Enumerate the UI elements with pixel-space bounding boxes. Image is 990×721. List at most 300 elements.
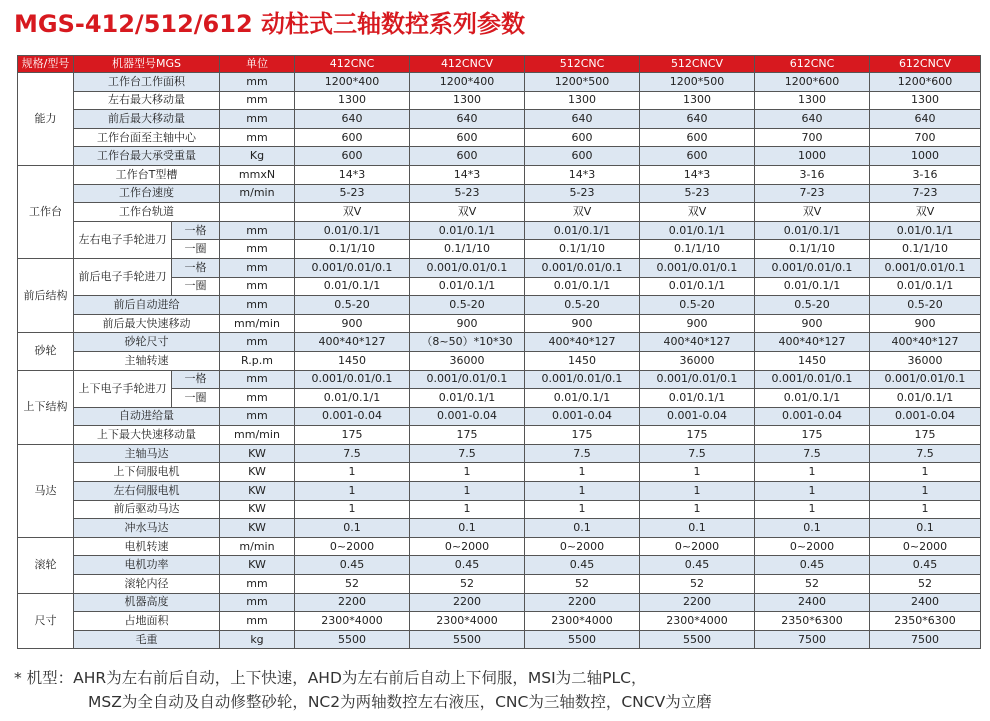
- value-cell: 400*40*127: [870, 333, 981, 352]
- value-cell: 0.1: [525, 519, 640, 538]
- table-row: [18, 258, 981, 277]
- value-cell: 600: [410, 147, 525, 166]
- row-unit: KW: [220, 556, 295, 575]
- value-cell: 0.001/0.01/0.1: [295, 258, 410, 277]
- value-cell: 0.001/0.01/0.1: [295, 370, 410, 389]
- group-label: 尺寸: [18, 593, 74, 649]
- value-cell: 400*40*127: [755, 333, 870, 352]
- row-unit: mm: [220, 370, 295, 389]
- value-cell: 0.1: [410, 519, 525, 538]
- value-cell: 0.45: [640, 556, 755, 575]
- value-cell: 0.01/0.1/1: [755, 277, 870, 296]
- value-cell: 1: [755, 463, 870, 482]
- value-cell: 7-23: [755, 184, 870, 203]
- value-cell: 1200*500: [525, 73, 640, 92]
- value-cell: 640: [755, 110, 870, 129]
- header-model: 412CNCV: [410, 56, 525, 73]
- table-row: [18, 575, 981, 594]
- row-label: 前后最大移动量: [74, 110, 220, 129]
- value-cell: 1000: [755, 147, 870, 166]
- table-row: [18, 426, 981, 445]
- row-label: 滚轮内径: [74, 575, 220, 594]
- table-row: [18, 351, 981, 370]
- value-cell: 0.001-0.04: [755, 407, 870, 426]
- table-row: [18, 91, 981, 110]
- value-cell: 5500: [295, 630, 410, 649]
- header-model: 512CNC: [525, 56, 640, 73]
- value-cell: 600: [295, 147, 410, 166]
- value-cell: 0.01/0.1/1: [640, 221, 755, 240]
- value-cell: 0.001/0.01/0.1: [755, 370, 870, 389]
- row-unit: m/min: [220, 537, 295, 556]
- value-cell: 2300*4000: [640, 612, 755, 631]
- row-unit: KW: [220, 463, 295, 482]
- note-line-1: * 机型：AHR为左右前后自动，上下快速，AHD为左右前后自动上下伺服，MSI为二轴PLC，: [14, 669, 647, 687]
- table-row: [18, 463, 981, 482]
- value-cell: 2350*6300: [755, 612, 870, 631]
- value-cell: 0.5-20: [295, 296, 410, 315]
- value-cell: 1300: [870, 91, 981, 110]
- table-row: [18, 593, 981, 612]
- value-cell: 2200: [295, 593, 410, 612]
- header-unit: 单位: [220, 56, 295, 73]
- value-cell: 0~2000: [525, 537, 640, 556]
- row-unit: mm: [220, 91, 295, 110]
- value-cell: 0.001-0.04: [640, 407, 755, 426]
- value-cell: 52: [410, 575, 525, 594]
- value-cell: 0.01/0.1/1: [640, 277, 755, 296]
- value-cell: 1200*600: [870, 73, 981, 92]
- value-cell: 900: [410, 314, 525, 333]
- value-cell: 0.01/0.1/1: [640, 389, 755, 408]
- row-unit: mm: [220, 73, 295, 92]
- value-cell: 1450: [525, 351, 640, 370]
- value-cell: 0.1/1/10: [410, 240, 525, 259]
- value-cell: 1: [525, 463, 640, 482]
- group-label: 工作台: [18, 165, 74, 258]
- value-cell: 1200*500: [640, 73, 755, 92]
- value-cell: 0.01/0.1/1: [410, 221, 525, 240]
- value-cell: 175: [525, 426, 640, 445]
- value-cell: 1: [410, 463, 525, 482]
- value-cell: 1: [295, 500, 410, 519]
- value-cell: 0.01/0.1/1: [525, 277, 640, 296]
- value-cell: 1: [640, 500, 755, 519]
- value-cell: 1: [525, 500, 640, 519]
- row-label: 工作台面至主轴中心: [74, 128, 220, 147]
- row-unit: kg: [220, 630, 295, 649]
- value-cell: 1200*600: [755, 73, 870, 92]
- row-unit: mm: [220, 296, 295, 315]
- value-cell: 1300: [640, 91, 755, 110]
- row-unit: mm/min: [220, 426, 295, 445]
- value-cell: 5-23: [410, 184, 525, 203]
- value-cell: 0.001-0.04: [870, 407, 981, 426]
- value-cell: 0.001/0.01/0.1: [870, 258, 981, 277]
- header-model: 612CNCV: [870, 56, 981, 73]
- value-cell: 0.01/0.1/1: [295, 277, 410, 296]
- row-sublabel: 一格: [172, 221, 220, 240]
- value-cell: 1: [870, 463, 981, 482]
- value-cell: 14*3: [525, 165, 640, 184]
- value-cell: 双V: [870, 203, 981, 222]
- value-cell: 52: [295, 575, 410, 594]
- group-label: 能力: [18, 73, 74, 166]
- row-unit: m/min: [220, 184, 295, 203]
- table-header-row: [18, 56, 981, 73]
- value-cell: 0.01/0.1/1: [870, 277, 981, 296]
- value-cell: 175: [755, 426, 870, 445]
- value-cell: 1: [410, 500, 525, 519]
- row-label: 上下伺服电机: [74, 463, 220, 482]
- group-label: 滚轮: [18, 537, 74, 593]
- value-cell: 0.45: [410, 556, 525, 575]
- value-cell: 175: [640, 426, 755, 445]
- value-cell: 14*3: [410, 165, 525, 184]
- value-cell: 400*40*127: [640, 333, 755, 352]
- value-cell: 2200: [525, 593, 640, 612]
- value-cell: 0.45: [295, 556, 410, 575]
- value-cell: 14*3: [640, 165, 755, 184]
- table-row: [18, 556, 981, 575]
- row-label: 电机转速: [74, 537, 220, 556]
- value-cell: 0.001/0.01/0.1: [410, 258, 525, 277]
- value-cell: 900: [295, 314, 410, 333]
- table-row: [18, 110, 981, 129]
- row-unit: mm/min: [220, 314, 295, 333]
- row-label: 工作台速度: [74, 184, 220, 203]
- value-cell: 1: [870, 482, 981, 501]
- row-unit: KW: [220, 500, 295, 519]
- row-unit: [220, 203, 295, 222]
- value-cell: 0.01/0.1/1: [870, 389, 981, 408]
- value-cell: 0.5-20: [640, 296, 755, 315]
- row-label: 占地面积: [74, 612, 220, 631]
- spec-table: [17, 55, 981, 649]
- row-sublabel: 一圈: [172, 277, 220, 296]
- value-cell: 0.1/1/10: [640, 240, 755, 259]
- row-label: 左右最大移动量: [74, 91, 220, 110]
- value-cell: 双V: [295, 203, 410, 222]
- value-cell: 7.5: [640, 444, 755, 463]
- model-notes: [14, 666, 712, 714]
- row-label: 前后驱动马达: [74, 500, 220, 519]
- row-label: 自动进给量: [74, 407, 220, 426]
- row-unit: mmxN: [220, 165, 295, 184]
- row-unit: mm: [220, 333, 295, 352]
- note-line-2: MSZ为全自动及自动修整砂轮，NC2为两轴数控左右液压，CNC为三轴数控，CNCV为立磨: [88, 693, 712, 711]
- table-row: [18, 612, 981, 631]
- value-cell: 0.01/0.1/1: [295, 221, 410, 240]
- value-cell: 1: [295, 463, 410, 482]
- value-cell: 14*3: [295, 165, 410, 184]
- row-unit: mm: [220, 110, 295, 129]
- table-row: [18, 165, 981, 184]
- value-cell: 0.1: [640, 519, 755, 538]
- value-cell: 900: [525, 314, 640, 333]
- value-cell: 1300: [410, 91, 525, 110]
- value-cell: 175: [410, 426, 525, 445]
- value-cell: 1: [755, 500, 870, 519]
- header-model: 412CNC: [295, 56, 410, 73]
- value-cell: 640: [410, 110, 525, 129]
- value-cell: 0.001-0.04: [525, 407, 640, 426]
- row-label: 冲水马达: [74, 519, 220, 538]
- value-cell: 双V: [640, 203, 755, 222]
- row-sublabel: 一格: [172, 370, 220, 389]
- value-cell: 700: [870, 128, 981, 147]
- row-label: 机器高度: [74, 593, 220, 612]
- row-label: 前后自动进给: [74, 296, 220, 315]
- row-sublabel: 一格: [172, 258, 220, 277]
- value-cell: 600: [640, 147, 755, 166]
- row-label: 左右伺服电机: [74, 482, 220, 501]
- value-cell: 700: [755, 128, 870, 147]
- value-cell: 400*40*127: [525, 333, 640, 352]
- value-cell: 0.001/0.01/0.1: [525, 258, 640, 277]
- value-cell: 0.001/0.01/0.1: [525, 370, 640, 389]
- row-unit: mm: [220, 128, 295, 147]
- value-cell: 0.001/0.01/0.1: [870, 370, 981, 389]
- row-sublabel: 一圈: [172, 240, 220, 259]
- value-cell: 0~2000: [295, 537, 410, 556]
- value-cell: 5500: [640, 630, 755, 649]
- value-cell: 双V: [525, 203, 640, 222]
- value-cell: 5500: [525, 630, 640, 649]
- value-cell: 0.01/0.1/1: [410, 389, 525, 408]
- row-label: 上下电子手轮进刀: [74, 370, 172, 407]
- table-row: [18, 370, 981, 389]
- table-row: [18, 482, 981, 501]
- row-unit: mm: [220, 389, 295, 408]
- value-cell: 900: [870, 314, 981, 333]
- value-cell: 0~2000: [640, 537, 755, 556]
- table-row: [18, 184, 981, 203]
- value-cell: 7.5: [870, 444, 981, 463]
- row-unit: KW: [220, 444, 295, 463]
- value-cell: 640: [525, 110, 640, 129]
- value-cell: 0.45: [870, 556, 981, 575]
- value-cell: 36000: [640, 351, 755, 370]
- header-item: 机器型号MGS: [74, 56, 220, 73]
- table-row: [18, 203, 981, 222]
- table-row: [18, 128, 981, 147]
- value-cell: 1: [410, 482, 525, 501]
- value-cell: 600: [295, 128, 410, 147]
- row-unit: mm: [220, 221, 295, 240]
- value-cell: 0.1: [870, 519, 981, 538]
- value-cell: 3-16: [755, 165, 870, 184]
- row-label: 上下最大快速移动量: [74, 426, 220, 445]
- row-label: 电机功率: [74, 556, 220, 575]
- value-cell: 2300*4000: [410, 612, 525, 631]
- value-cell: 2300*4000: [295, 612, 410, 631]
- value-cell: 600: [410, 128, 525, 147]
- header-model: 612CNC: [755, 56, 870, 73]
- value-cell: 0.01/0.1/1: [525, 389, 640, 408]
- value-cell: 3-16: [870, 165, 981, 184]
- row-unit: mm: [220, 258, 295, 277]
- row-unit: mm: [220, 575, 295, 594]
- value-cell: 600: [525, 128, 640, 147]
- page-title: MGS-412/512/612 动柱式三轴数控系列参数: [14, 10, 526, 38]
- table-row: [18, 147, 981, 166]
- value-cell: 5-23: [295, 184, 410, 203]
- row-label: 工作台轨道: [74, 203, 220, 222]
- header-spec: 规格/型号: [18, 56, 74, 73]
- row-label: 主轴转速: [74, 351, 220, 370]
- row-label: 工作台工作面积: [74, 73, 220, 92]
- value-cell: 0.5-20: [755, 296, 870, 315]
- row-label: 主轴马达: [74, 444, 220, 463]
- value-cell: 0.01/0.1/1: [410, 277, 525, 296]
- table-row: [18, 630, 981, 649]
- value-cell: 0.5-20: [410, 296, 525, 315]
- value-cell: 0.01/0.1/1: [755, 389, 870, 408]
- value-cell: 0.45: [755, 556, 870, 575]
- value-cell: 1200*400: [295, 73, 410, 92]
- value-cell: 0.01/0.1/1: [870, 221, 981, 240]
- spec-table-body: [18, 56, 981, 649]
- table-row: [18, 537, 981, 556]
- value-cell: 900: [640, 314, 755, 333]
- value-cell: 0.1/1/10: [755, 240, 870, 259]
- value-cell: 36000: [410, 351, 525, 370]
- row-unit: mm: [220, 612, 295, 631]
- value-cell: 0.001-0.04: [295, 407, 410, 426]
- row-unit: mm: [220, 593, 295, 612]
- value-cell: 7.5: [295, 444, 410, 463]
- value-cell: 0.5-20: [525, 296, 640, 315]
- value-cell: 52: [870, 575, 981, 594]
- row-unit: KW: [220, 482, 295, 501]
- table-row: [18, 519, 981, 538]
- value-cell: 2300*4000: [525, 612, 640, 631]
- row-label: 前后电子手轮进刀: [74, 258, 172, 295]
- value-cell: 0.1/1/10: [525, 240, 640, 259]
- group-label: 砂轮: [18, 333, 74, 370]
- table-row: [18, 333, 981, 352]
- value-cell: 0~2000: [410, 537, 525, 556]
- value-cell: 1: [640, 463, 755, 482]
- value-cell: 1450: [755, 351, 870, 370]
- row-label: 毛重: [74, 630, 220, 649]
- value-cell: 0.001-0.04: [410, 407, 525, 426]
- table-row: [18, 73, 981, 92]
- value-cell: 1: [755, 482, 870, 501]
- value-cell: 0.5-20: [870, 296, 981, 315]
- value-cell: 1450: [295, 351, 410, 370]
- value-cell: （8~50）*10*30: [410, 333, 525, 352]
- value-cell: 7500: [870, 630, 981, 649]
- value-cell: 0.45: [525, 556, 640, 575]
- value-cell: 900: [755, 314, 870, 333]
- value-cell: 1200*400: [410, 73, 525, 92]
- row-unit: mm: [220, 277, 295, 296]
- value-cell: 640: [870, 110, 981, 129]
- table-row: [18, 407, 981, 426]
- group-label: 前后结构: [18, 258, 74, 332]
- row-unit: KW: [220, 519, 295, 538]
- value-cell: 0~2000: [870, 537, 981, 556]
- value-cell: 5500: [410, 630, 525, 649]
- value-cell: 1: [640, 482, 755, 501]
- value-cell: 2350*6300: [870, 612, 981, 631]
- row-unit: R.p.m: [220, 351, 295, 370]
- row-label: 前后最大快速移动: [74, 314, 220, 333]
- value-cell: 2400: [870, 593, 981, 612]
- value-cell: 0.001/0.01/0.1: [640, 258, 755, 277]
- value-cell: 1: [525, 482, 640, 501]
- value-cell: 0~2000: [755, 537, 870, 556]
- value-cell: 0.01/0.1/1: [525, 221, 640, 240]
- value-cell: 0.1: [755, 519, 870, 538]
- value-cell: 2400: [755, 593, 870, 612]
- row-label: 工作台T型槽: [74, 165, 220, 184]
- value-cell: 640: [295, 110, 410, 129]
- value-cell: 175: [870, 426, 981, 445]
- value-cell: 7500: [755, 630, 870, 649]
- value-cell: 0.001/0.01/0.1: [755, 258, 870, 277]
- value-cell: 1000: [870, 147, 981, 166]
- table-row: [18, 314, 981, 333]
- value-cell: 1300: [295, 91, 410, 110]
- table-row: [18, 221, 981, 240]
- value-cell: 36000: [870, 351, 981, 370]
- value-cell: 52: [640, 575, 755, 594]
- value-cell: 1: [295, 482, 410, 501]
- value-cell: 双V: [755, 203, 870, 222]
- value-cell: 1: [870, 500, 981, 519]
- row-label: 砂轮尺寸: [74, 333, 220, 352]
- group-label: 马达: [18, 444, 74, 537]
- value-cell: 双V: [410, 203, 525, 222]
- table-row: [18, 500, 981, 519]
- row-unit: mm: [220, 240, 295, 259]
- value-cell: 7-23: [870, 184, 981, 203]
- row-sublabel: 一圈: [172, 389, 220, 408]
- value-cell: 0.001/0.01/0.1: [410, 370, 525, 389]
- value-cell: 7.5: [410, 444, 525, 463]
- value-cell: 2200: [410, 593, 525, 612]
- value-cell: 0.001/0.01/0.1: [640, 370, 755, 389]
- value-cell: 52: [525, 575, 640, 594]
- value-cell: 0.01/0.1/1: [295, 389, 410, 408]
- value-cell: 0.1/1/10: [870, 240, 981, 259]
- value-cell: 7.5: [525, 444, 640, 463]
- value-cell: 400*40*127: [295, 333, 410, 352]
- value-cell: 5-23: [525, 184, 640, 203]
- value-cell: 52: [755, 575, 870, 594]
- header-model: 512CNCV: [640, 56, 755, 73]
- value-cell: 5-23: [640, 184, 755, 203]
- row-label: 左右电子手轮进刀: [74, 221, 172, 258]
- value-cell: 175: [295, 426, 410, 445]
- value-cell: 600: [640, 128, 755, 147]
- value-cell: 600: [525, 147, 640, 166]
- value-cell: 1300: [525, 91, 640, 110]
- table-row: [18, 296, 981, 315]
- row-unit: Kg: [220, 147, 295, 166]
- group-label: 上下结构: [18, 370, 74, 444]
- value-cell: 0.1: [295, 519, 410, 538]
- value-cell: 2200: [640, 593, 755, 612]
- value-cell: 640: [640, 110, 755, 129]
- row-label: 工作台最大承受重量: [74, 147, 220, 166]
- value-cell: 0.1/1/10: [295, 240, 410, 259]
- value-cell: 7.5: [755, 444, 870, 463]
- value-cell: 1300: [755, 91, 870, 110]
